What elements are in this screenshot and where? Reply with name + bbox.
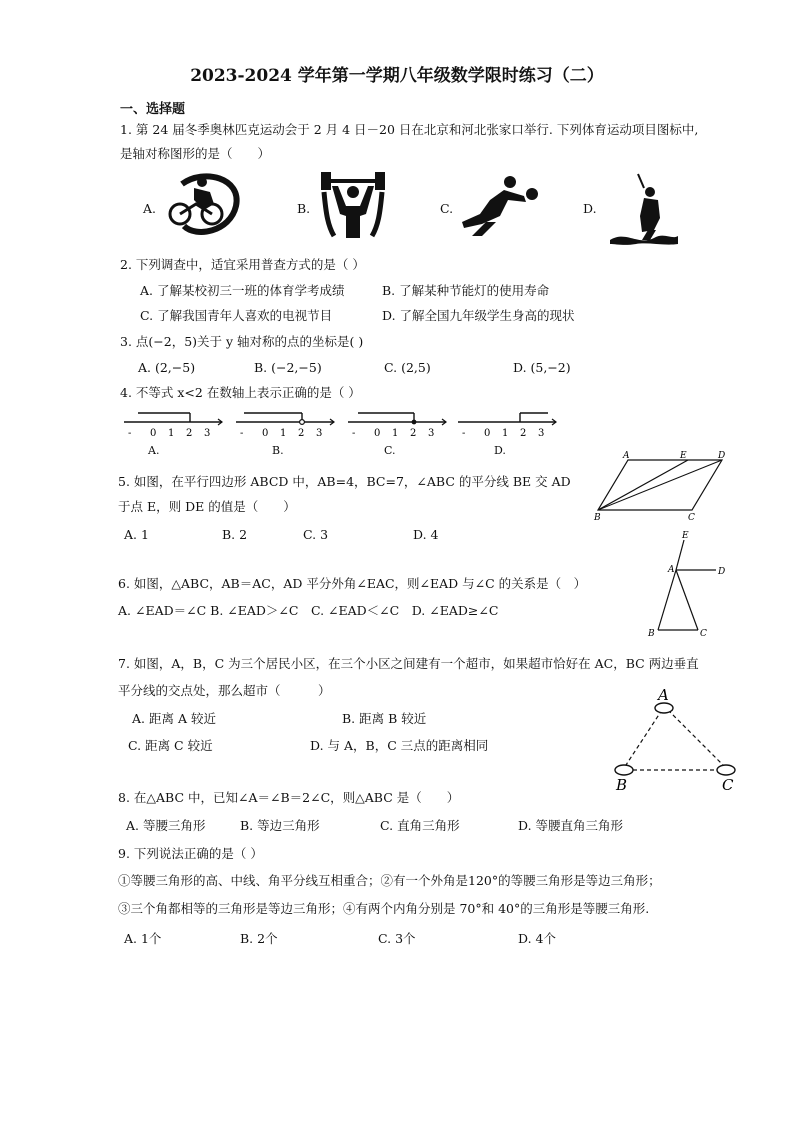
tick-label: 0 — [262, 428, 269, 439]
q9-statement-line1: ①等腰三角形的高、中线、角平分线互相重合；②有一个外角是120°的等腰三角形是等边三角形； — [118, 873, 661, 888]
q7-option-b: B. 距离 B 较近 — [342, 711, 427, 726]
tick-label: 3 — [428, 428, 435, 439]
cycling-pictogram — [164, 170, 242, 240]
vertex-label: A — [668, 565, 675, 575]
q1-option-c-label: C. — [440, 201, 454, 216]
tick-label: - — [128, 428, 132, 439]
vertex-label: D — [718, 451, 726, 461]
section-heading: 一、选择题 — [120, 102, 186, 117]
q6-stem: 6. 如图，△ABC，AB＝AC，AD 平分外角∠EAC，则∠EAD 与∠C 的关系是（ ） — [118, 576, 587, 591]
q3-stem: 3. 点(−2，5)关于 y 轴对称的点的坐标是( ) — [120, 334, 364, 349]
volleyball-pictogram — [460, 172, 540, 238]
q1-stem-line1: 1. 第 24 届冬季奥林匹克运动会于 2 月 4 日－20 日在北京和河北张家口举行. 下列体育运动项目图标中, — [120, 122, 699, 137]
vertex-label: B — [648, 629, 655, 639]
vertex-label: C — [688, 513, 695, 522]
tick-label: 1 — [392, 428, 399, 439]
q8-option-d: D. 等腰直角三角形 — [518, 818, 624, 833]
q5-option-c: C. 3 — [303, 527, 329, 542]
q4-stem: 4. 不等式 x<2 在数轴上表示正确的是（ ） — [120, 385, 361, 400]
q1-option-a-label: A. — [143, 201, 157, 216]
q7-stem-line2: 平分线的交点处，那么超市（ ） — [118, 683, 331, 698]
q7-option-c: C. 距离 C 较近 — [128, 738, 213, 753]
tick-label: 3 — [316, 428, 323, 439]
number-line-c — [346, 410, 450, 442]
tick-label: 0 — [484, 428, 491, 439]
q1-stem-line2: 是轴对称图形的是（ ） — [120, 146, 271, 161]
q9-stem: 9. 下列说法正确的是（ ） — [118, 846, 263, 861]
q3-option-a: A. (2,−5) — [138, 360, 196, 375]
weightlifting-pictogram — [318, 168, 388, 240]
q7-option-d: D. 与 A，B，C 三点的距离相同 — [310, 738, 489, 753]
vertex-label: E — [680, 451, 687, 461]
q9-option-d: D. 4个 — [518, 931, 556, 946]
q9-statement-line2: ③三个角都相等的三角形是等边三角形；④有两个内角分别是 70°和 40°的三角形是等腰三角形. — [118, 901, 650, 916]
q2-option-d: D. 了解全国九年级学生身高的现状 — [382, 308, 575, 323]
tick-label: 1 — [502, 428, 509, 439]
tick-label: 2 — [410, 428, 417, 439]
q2-stem: 2. 下列调查中，适宜采用普查方式的是（ ） — [120, 257, 365, 272]
vertex-label: A — [658, 686, 669, 704]
q4-option-a-label: A. — [148, 444, 160, 457]
number-line-b — [234, 410, 338, 442]
q3-option-c: C. (2,5) — [384, 360, 431, 375]
tick-label: - — [462, 428, 466, 439]
q6-options: A. ∠EAD＝∠C B. ∠EAD＞∠C C. ∠EAD＜∠C D. ∠EAD≥∠C — [118, 603, 499, 618]
q4-option-b-label: B. — [272, 444, 284, 457]
vertex-label: C — [700, 629, 707, 639]
tick-label: 3 — [204, 428, 211, 439]
tick-label: 3 — [538, 428, 545, 439]
page-title: 2023-2024 学年第一学期八年级数学限时练习（二） — [190, 66, 604, 86]
q3-option-d: D. (5,−2) — [513, 360, 571, 375]
q5-option-a: A. 1 — [124, 527, 149, 542]
tick-label: - — [352, 428, 356, 439]
q5-stem-line2: 于点 E，则 DE 的值是（ ） — [118, 499, 296, 514]
q9-option-b: B. 2个 — [240, 931, 278, 946]
number-line-a — [122, 410, 226, 442]
q2-option-c: C. 了解我国青年人喜欢的电视节目 — [140, 308, 333, 323]
q9-option-a: A. 1个 — [124, 931, 162, 946]
q1-option-d-label: D. — [583, 201, 597, 216]
triangle-external-angle-figure — [640, 528, 732, 640]
q8-option-c: C. 直角三角形 — [380, 818, 460, 833]
three-communities-figure — [606, 686, 746, 794]
q8-option-b: B. 等边三角形 — [240, 818, 320, 833]
q5-option-d: D. 4 — [413, 527, 439, 542]
q2-option-a: A. 了解某校初三一班的体育学考成绩 — [140, 283, 345, 298]
q5-option-b: B. 2 — [222, 527, 248, 542]
q7-option-a: A. 距离 A 较近 — [132, 711, 216, 726]
q3-option-b: B. (−2,−5) — [254, 360, 322, 375]
tick-label: 1 — [168, 428, 175, 439]
vertex-label: B — [594, 513, 601, 522]
vertex-label: D — [718, 567, 726, 577]
parallelogram-figure — [592, 450, 728, 522]
q1-option-b-label: B. — [297, 201, 311, 216]
tick-label: 2 — [186, 428, 193, 439]
q8-stem: 8. 在△ABC 中，已知∠A＝∠B＝2∠C，则△ABC 是（ ） — [118, 790, 460, 805]
tick-label: 0 — [150, 428, 157, 439]
number-line-d — [456, 410, 560, 442]
q8-option-a: A. 等腰三角形 — [126, 818, 206, 833]
tick-label: 1 — [280, 428, 287, 439]
q9-option-c: C. 3个 — [378, 931, 416, 946]
golf-pictogram — [608, 170, 680, 246]
tick-label: 0 — [374, 428, 381, 439]
tick-label: - — [240, 428, 244, 439]
q5-stem-line1: 5. 如图，在平行四边形 ABCD 中，AB=4，BC=7，∠ABC 的平分线 BE 交 AD — [118, 474, 571, 489]
tick-label: 2 — [298, 428, 305, 439]
vertex-label: E — [682, 531, 689, 541]
q4-option-d-label: D. — [494, 444, 506, 457]
q7-stem-line1: 7. 如图，A，B，C 为三个居民小区，在三个小区之间建有一个超市，如果超市恰好在 AC，BC 两边垂直 — [118, 656, 699, 671]
vertex-label: B — [616, 776, 628, 794]
q4-option-c-label: C. — [384, 444, 396, 457]
vertex-label: A — [623, 451, 630, 461]
tick-label: 2 — [520, 428, 527, 439]
vertex-label: C — [722, 776, 734, 794]
q2-option-b: B. 了解某种节能灯的使用寿命 — [382, 283, 550, 298]
